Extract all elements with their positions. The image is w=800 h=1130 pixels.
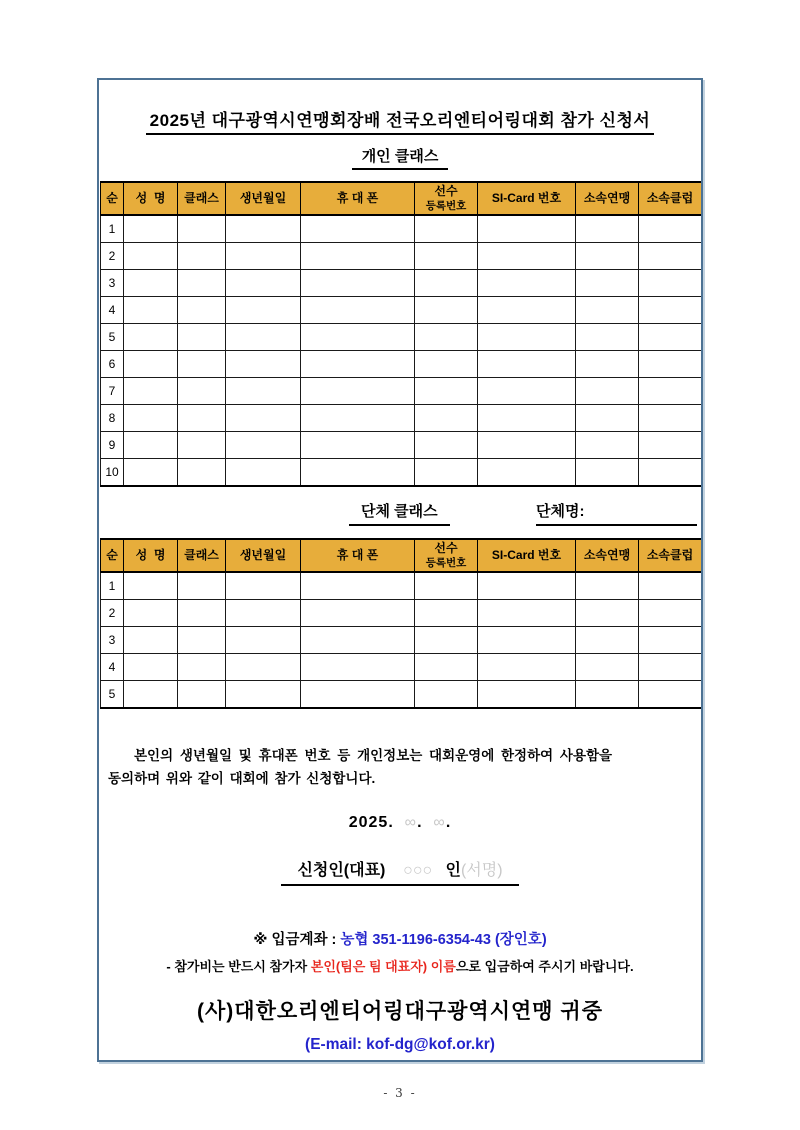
recipient-organization: (사)대한오리엔티어링대구광역시연맹 귀중	[197, 999, 603, 1023]
empty-cell	[226, 432, 301, 459]
empty-cell	[576, 215, 639, 243]
empty-cell	[124, 459, 178, 487]
empty-cell	[576, 572, 639, 600]
deposit-account-number: 농협 351-1196-6354-43 (장인호)	[340, 931, 547, 948]
agreement-line-2: 동의하며 위와 같이 대회에 참가 신청합니다.	[108, 770, 376, 786]
empty-cell	[576, 243, 639, 270]
empty-cell	[178, 627, 226, 654]
empty-cell	[478, 215, 576, 243]
form-title	[99, 106, 701, 135]
column-header: SI-Card 번호	[478, 539, 576, 572]
empty-cell	[178, 459, 226, 487]
column-header: 소속연맹	[576, 539, 639, 572]
form-title-text: 2025년 대구광역시연맹회장배 전국오리엔티어링대회 참가 신청서	[146, 106, 655, 135]
empty-cell	[639, 243, 702, 270]
empty-cell	[478, 351, 576, 378]
application-date: 2025. ∞. ∞.	[348, 813, 452, 831]
empty-cell	[478, 324, 576, 351]
empty-cell	[639, 572, 702, 600]
individual-class-section-label: 개인 클래스	[99, 145, 701, 170]
applicant-name-placeholder: ○○○	[403, 861, 433, 879]
column-header: 클래스	[178, 539, 226, 572]
empty-cell	[178, 432, 226, 459]
table-row	[101, 600, 702, 627]
row-number-cell: 7	[101, 378, 124, 405]
application-form-sheet	[97, 78, 703, 1062]
table-row	[101, 681, 702, 709]
empty-cell	[639, 627, 702, 654]
empty-cell	[478, 627, 576, 654]
empty-cell	[478, 270, 576, 297]
group-class-table	[100, 538, 702, 709]
empty-cell	[415, 654, 478, 681]
empty-cell	[178, 351, 226, 378]
empty-cell	[178, 324, 226, 351]
empty-cell	[639, 215, 702, 243]
empty-cell	[415, 681, 478, 709]
row-number-cell: 2	[101, 243, 124, 270]
empty-cell	[124, 351, 178, 378]
empty-cell	[178, 378, 226, 405]
empty-cell	[415, 297, 478, 324]
empty-cell	[639, 432, 702, 459]
empty-cell	[226, 627, 301, 654]
empty-cell	[301, 378, 415, 405]
empty-cell	[226, 572, 301, 600]
row-number-cell: 10	[101, 459, 124, 487]
empty-cell	[639, 600, 702, 627]
empty-cell	[301, 654, 415, 681]
empty-cell	[301, 432, 415, 459]
empty-cell	[415, 432, 478, 459]
empty-cell	[639, 351, 702, 378]
table-row	[101, 215, 702, 243]
empty-cell	[178, 681, 226, 709]
empty-cell	[226, 378, 301, 405]
empty-cell	[576, 459, 639, 487]
signature-placeholder: (서명)	[460, 861, 503, 879]
column-header: 성 명	[124, 539, 178, 572]
empty-cell	[226, 297, 301, 324]
empty-cell	[301, 600, 415, 627]
table-row	[101, 378, 702, 405]
empty-cell	[226, 405, 301, 432]
empty-cell	[415, 378, 478, 405]
empty-cell	[576, 681, 639, 709]
table-row	[101, 627, 702, 654]
row-number-cell: 3	[101, 627, 124, 654]
empty-cell	[478, 572, 576, 600]
empty-cell	[124, 432, 178, 459]
empty-cell	[639, 297, 702, 324]
table-row	[101, 324, 702, 351]
column-header: 소속클럽	[639, 182, 702, 215]
empty-cell	[478, 654, 576, 681]
empty-cell	[576, 405, 639, 432]
empty-cell	[639, 459, 702, 487]
row-number-cell: 1	[101, 215, 124, 243]
empty-cell	[301, 324, 415, 351]
column-header: SI-Card 번호	[478, 182, 576, 215]
empty-cell	[124, 324, 178, 351]
empty-cell	[301, 297, 415, 324]
column-header: 휴 대 폰	[301, 182, 415, 215]
column-header: 소속연맹	[576, 182, 639, 215]
empty-cell	[415, 459, 478, 487]
empty-cell	[478, 459, 576, 487]
empty-cell	[226, 459, 301, 487]
empty-cell	[639, 405, 702, 432]
empty-cell	[226, 243, 301, 270]
column-header: 선수 등록번호	[415, 539, 478, 572]
column-header: 생년월일	[226, 182, 301, 215]
empty-cell	[639, 324, 702, 351]
empty-cell	[301, 681, 415, 709]
empty-cell	[478, 600, 576, 627]
empty-cell	[124, 243, 178, 270]
table-row	[101, 654, 702, 681]
empty-cell	[478, 681, 576, 709]
fee-note-highlight: 본인(팀은 팀 대표자) 이름	[310, 958, 456, 974]
column-header: 성 명	[124, 182, 178, 215]
page-number: - 3 -	[383, 1086, 417, 1100]
column-header: 생년월일	[226, 539, 301, 572]
group-class-header-line	[99, 500, 701, 527]
empty-cell	[124, 270, 178, 297]
table-row	[101, 243, 702, 270]
row-number-cell: 5	[101, 324, 124, 351]
row-number-cell: 8	[101, 405, 124, 432]
row-number-cell: 4	[101, 297, 124, 324]
column-header: 순	[101, 539, 124, 572]
empty-cell	[178, 270, 226, 297]
agreement-statement	[99, 745, 701, 791]
empty-cell	[301, 627, 415, 654]
empty-cell	[226, 681, 301, 709]
empty-cell	[415, 351, 478, 378]
empty-cell	[576, 378, 639, 405]
agreement-line-1: 본인의 생년월일 및 휴대폰 번호 등 개인정보는 대회운영에 한정하여 사용함을	[134, 748, 613, 763]
column-header: 클래스	[178, 182, 226, 215]
empty-cell	[301, 215, 415, 243]
empty-cell	[301, 459, 415, 487]
empty-cell	[301, 243, 415, 270]
empty-cell	[124, 405, 178, 432]
group-name-field	[536, 500, 697, 526]
empty-cell	[178, 654, 226, 681]
empty-cell	[576, 351, 639, 378]
empty-cell	[415, 572, 478, 600]
empty-cell	[178, 215, 226, 243]
deposit-account-line	[99, 928, 701, 949]
date-day-placeholder: ∞	[433, 813, 446, 831]
date-year: 2025.	[348, 813, 394, 831]
row-number-cell: 5	[101, 681, 124, 709]
column-header: 휴 대 폰	[301, 539, 415, 572]
column-header: 순	[101, 182, 124, 215]
empty-cell	[478, 378, 576, 405]
table-row	[101, 432, 702, 459]
row-number-cell: 4	[101, 654, 124, 681]
empty-cell	[124, 654, 178, 681]
empty-cell	[415, 405, 478, 432]
empty-cell	[226, 324, 301, 351]
empty-cell	[124, 681, 178, 709]
row-number-cell: 1	[101, 572, 124, 600]
empty-cell	[124, 378, 178, 405]
empty-cell	[301, 270, 415, 297]
empty-cell	[124, 627, 178, 654]
empty-cell	[415, 215, 478, 243]
empty-cell	[178, 572, 226, 600]
signature-line	[99, 857, 701, 886]
empty-cell	[178, 405, 226, 432]
empty-cell	[415, 600, 478, 627]
empty-cell	[124, 215, 178, 243]
table-header-row	[101, 539, 702, 572]
row-number-cell: 6	[101, 351, 124, 378]
seal-label: 인	[445, 861, 461, 879]
empty-cell	[576, 270, 639, 297]
applicant-label: 신청인(대표)	[297, 861, 386, 879]
empty-cell	[576, 627, 639, 654]
empty-cell	[178, 243, 226, 270]
empty-cell	[478, 243, 576, 270]
column-header: 소속클럽	[639, 539, 702, 572]
empty-cell	[478, 432, 576, 459]
group-name-label: 단체명:	[536, 503, 585, 520]
empty-cell	[301, 572, 415, 600]
empty-cell	[639, 378, 702, 405]
row-number-cell: 9	[101, 432, 124, 459]
empty-cell	[415, 627, 478, 654]
empty-cell	[639, 681, 702, 709]
table-row	[101, 351, 702, 378]
contact-email: (E-mail: kof-dg@kof.or.kr)	[305, 1035, 495, 1053]
empty-cell	[576, 297, 639, 324]
date-month-placeholder: ∞	[404, 813, 418, 831]
empty-cell	[478, 297, 576, 324]
empty-cell	[415, 270, 478, 297]
empty-cell	[226, 270, 301, 297]
empty-cell	[226, 351, 301, 378]
empty-cell	[124, 600, 178, 627]
group-class-section-label: 단체 클래스	[349, 500, 450, 526]
empty-cell	[576, 600, 639, 627]
empty-cell	[576, 324, 639, 351]
empty-cell	[178, 600, 226, 627]
empty-cell	[639, 654, 702, 681]
column-header: 선수 등록번호	[415, 182, 478, 215]
empty-cell	[178, 297, 226, 324]
individual-class-table	[100, 181, 702, 487]
table-row	[101, 405, 702, 432]
empty-cell	[576, 654, 639, 681]
empty-cell	[226, 654, 301, 681]
row-number-cell: 2	[101, 600, 124, 627]
empty-cell	[478, 405, 576, 432]
empty-cell	[226, 600, 301, 627]
table-row	[101, 459, 702, 487]
empty-cell	[124, 297, 178, 324]
deposit-account-label: ※ 입금계좌 :	[253, 931, 341, 948]
empty-cell	[301, 405, 415, 432]
empty-cell	[301, 351, 415, 378]
table-row	[101, 297, 702, 324]
empty-cell	[124, 572, 178, 600]
row-number-cell: 3	[101, 270, 124, 297]
table-row	[101, 270, 702, 297]
table-header-row	[101, 182, 702, 215]
empty-cell	[226, 215, 301, 243]
empty-cell	[576, 432, 639, 459]
fee-note-line: - 참가비는 반드시 참가자 본인(팀은 팀 대표자) 이름으로 입금하여 주시기 바랍니다.	[166, 958, 634, 974]
table-row	[101, 572, 702, 600]
empty-cell	[415, 243, 478, 270]
empty-cell	[415, 324, 478, 351]
empty-cell	[639, 270, 702, 297]
